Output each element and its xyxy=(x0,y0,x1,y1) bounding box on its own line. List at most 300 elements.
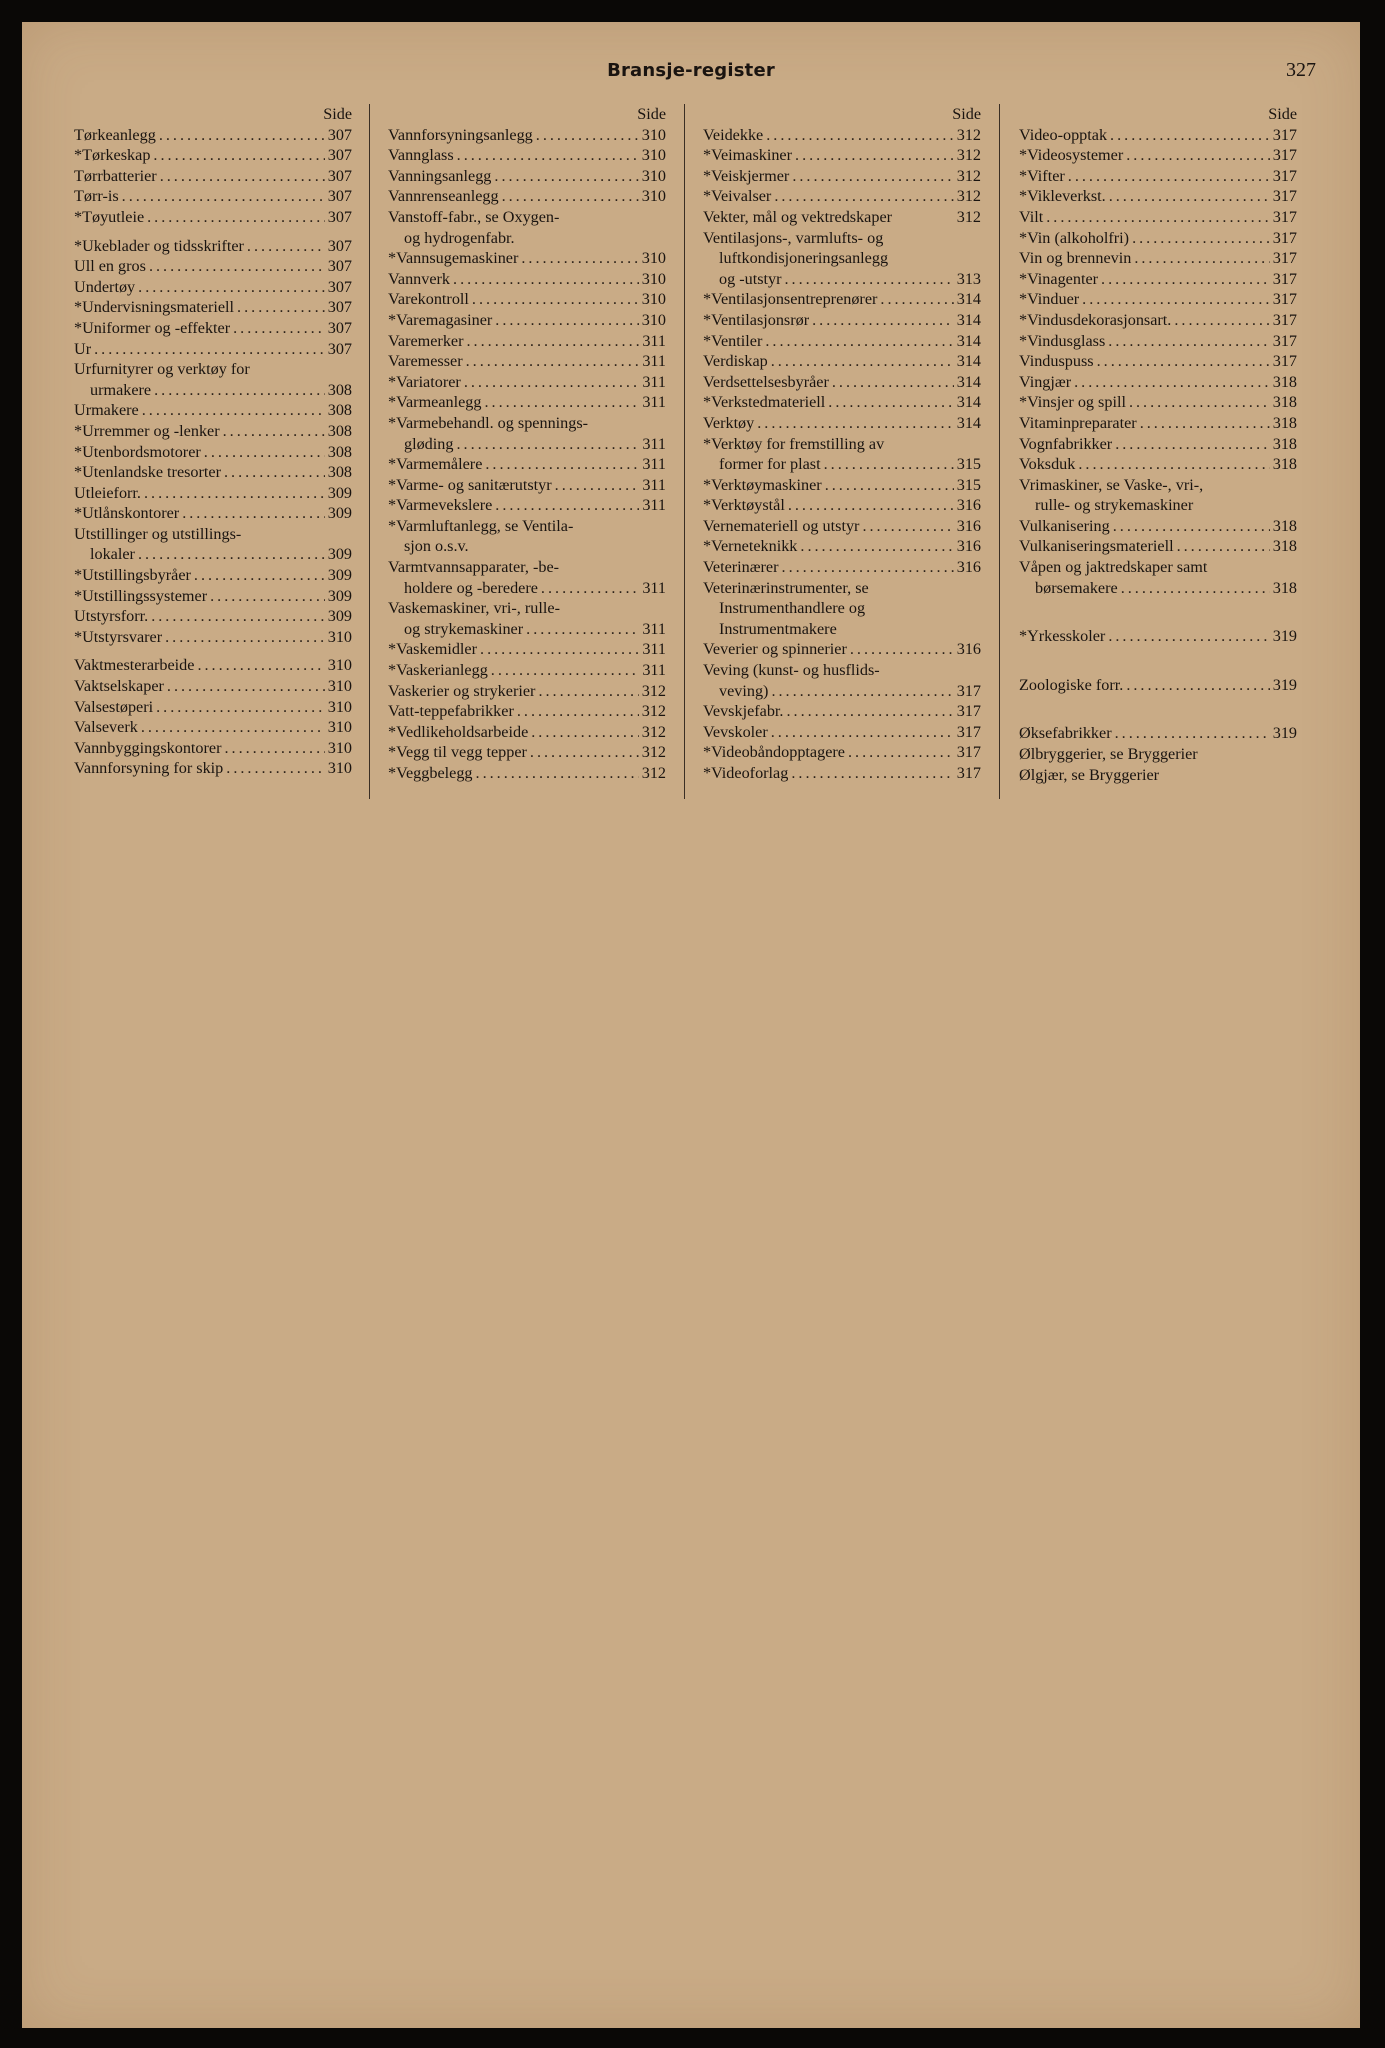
entry-page-number: 311 xyxy=(642,331,666,350)
index-entry xyxy=(74,186,352,207)
entry-name: Vannbyggingskontorer xyxy=(74,738,222,757)
entry-name: Ull en gros xyxy=(74,257,146,276)
entry-continuation xyxy=(703,619,981,640)
index-entry xyxy=(703,289,981,310)
entry-page-number: 307 xyxy=(327,236,352,255)
entry-page-number: 319 xyxy=(1272,627,1297,646)
index-entry xyxy=(703,660,981,701)
entry-name: Verktøy xyxy=(703,413,755,432)
dot-leader xyxy=(466,351,640,372)
dot-leader xyxy=(1134,248,1269,269)
index-entry xyxy=(703,557,981,578)
column-divider xyxy=(369,104,370,799)
entry-page-number: 308 xyxy=(327,442,352,461)
index-entry xyxy=(74,503,352,524)
entry-page-number: 318 xyxy=(1272,537,1297,556)
entry-line xyxy=(703,495,981,516)
entry-line xyxy=(74,442,352,463)
entry-line xyxy=(1019,331,1297,352)
dot-leader xyxy=(757,413,953,434)
dot-leader xyxy=(862,516,953,537)
dot-leader xyxy=(1097,351,1270,372)
entry-name: rulle- og strykemaskiner xyxy=(1035,496,1194,515)
entry-page-number: 308 xyxy=(327,401,352,420)
index-entry xyxy=(388,145,666,166)
entry-continuation xyxy=(703,269,981,290)
entry-line xyxy=(74,565,352,586)
entry-page-number: 311 xyxy=(642,619,666,638)
index-entry xyxy=(74,627,352,648)
entry-name: Vaskemaskiner, vri-, rulle- xyxy=(388,599,560,618)
dot-leader xyxy=(517,701,639,722)
entry-page-number: 313 xyxy=(956,269,981,288)
entry-line xyxy=(74,503,352,524)
entry-page-number: 312 xyxy=(641,702,666,721)
entry-name: luftkondisjoneringsanlegg xyxy=(719,249,889,268)
index-entry xyxy=(74,462,352,483)
entry-name: Verdsettelsesbyråer xyxy=(703,372,829,391)
dot-leader xyxy=(824,454,954,475)
entry-page-number: 312 xyxy=(641,764,666,782)
entry-name: og hydrogenfabr. xyxy=(404,228,515,247)
index-entry xyxy=(74,318,352,339)
index-entry xyxy=(388,372,666,393)
index-entry xyxy=(74,717,352,738)
dot-leader xyxy=(1108,331,1269,352)
index-entry xyxy=(1019,744,1297,765)
index-entry xyxy=(1019,248,1297,269)
entry-name: *Ventilasjonsrør xyxy=(703,310,810,329)
entry-line xyxy=(1019,228,1297,249)
entry-continuation xyxy=(1019,495,1297,516)
dot-leader xyxy=(151,606,325,627)
entry-name: sjon o.s.v. xyxy=(404,537,469,556)
entry-page-number: 317 xyxy=(1272,187,1297,206)
entry-name: Vinduspuss xyxy=(1019,352,1094,371)
entry-page-number: 307 xyxy=(327,298,352,317)
entry-page-number: 307 xyxy=(327,125,352,144)
index-entry xyxy=(1019,413,1297,434)
index-entry xyxy=(388,289,666,310)
entry-name: Urfurnityrer og verktøy for xyxy=(74,360,250,379)
entry-page-number: 310 xyxy=(641,187,666,206)
dot-leader xyxy=(141,717,325,738)
entry-name: Ventilasjons-, varmlufts- og xyxy=(703,228,884,247)
entry-line xyxy=(388,145,666,166)
index-entry xyxy=(388,331,666,352)
page-title: Bransje-register xyxy=(607,60,775,81)
index-entry xyxy=(703,495,981,516)
entry-name: Vanningsanlegg xyxy=(388,166,492,185)
entry-name: Veverier og spinnerier xyxy=(703,640,847,659)
entry-page-number: 317 xyxy=(956,764,981,782)
entry-page-number: 317 xyxy=(1272,146,1297,165)
entry-name: Vannglass xyxy=(388,146,454,165)
entry-page-number: 310 xyxy=(327,759,352,778)
index-entry xyxy=(703,639,981,660)
index-entry xyxy=(388,186,666,207)
entry-line xyxy=(1019,557,1297,578)
index-entry xyxy=(74,400,352,421)
dot-leader xyxy=(795,145,954,166)
entry-name: Veving (kunst- og husflids- xyxy=(703,661,880,680)
entry-line xyxy=(703,145,981,166)
index-entry xyxy=(1019,166,1297,187)
index-entry xyxy=(703,516,981,537)
dot-leader xyxy=(771,722,954,743)
dot-leader xyxy=(502,186,639,207)
entry-spacer xyxy=(1019,598,1297,626)
index-entry xyxy=(1019,475,1297,516)
entry-page-number: 307 xyxy=(327,187,352,206)
entry-page-number: 311 xyxy=(642,661,666,680)
entry-page-number: 309 xyxy=(327,545,352,564)
entry-line xyxy=(1019,626,1297,647)
entry-line xyxy=(1019,145,1297,166)
entry-page-number: 307 xyxy=(327,257,352,276)
dot-leader xyxy=(147,207,325,228)
index-entry xyxy=(74,676,352,697)
entry-name: Voksduk xyxy=(1019,455,1076,474)
entry-line xyxy=(1019,536,1297,557)
entry-page-number: 316 xyxy=(956,558,981,577)
entry-name: Våpen og jaktredskaper samt xyxy=(1019,558,1208,577)
entry-line xyxy=(703,660,981,681)
entry-name: *Veggbelegg xyxy=(388,764,473,782)
entry-page-number: 316 xyxy=(956,640,981,659)
index-entry xyxy=(388,722,666,743)
entry-line xyxy=(703,536,981,557)
entry-line xyxy=(74,186,352,207)
entry-page-number: 314 xyxy=(956,290,981,309)
dot-leader xyxy=(785,269,954,290)
entry-line xyxy=(703,351,981,372)
index-entry xyxy=(388,207,666,248)
dot-leader xyxy=(541,578,639,599)
entry-name: *Utlånskontorer xyxy=(74,504,180,523)
entry-page-number: 310 xyxy=(641,269,666,288)
index-entry xyxy=(1019,351,1297,372)
index-entry xyxy=(703,145,981,166)
side-column-header: Side xyxy=(637,105,666,123)
index-entry xyxy=(703,536,981,557)
entry-name: urmakere xyxy=(90,380,152,399)
index-entry xyxy=(1019,626,1297,647)
dot-leader xyxy=(491,660,640,681)
entry-line xyxy=(388,598,666,619)
index-entry xyxy=(703,413,981,434)
entry-name: Varmtvannsapparater, -be- xyxy=(388,558,560,577)
column-divider xyxy=(999,104,1000,799)
entry-page-number: 316 xyxy=(956,496,981,515)
dot-leader xyxy=(485,392,640,413)
index-entry xyxy=(703,722,981,743)
side-column-header: Side xyxy=(1268,105,1297,123)
entry-line xyxy=(1019,454,1297,475)
dot-leader xyxy=(555,475,640,496)
dot-leader xyxy=(832,372,954,393)
entry-line xyxy=(703,434,981,455)
entry-page-number: 317 xyxy=(1272,125,1297,144)
entry-name: Vatt-teppefabrikker xyxy=(388,702,514,721)
entry-name: *Ventiler xyxy=(703,331,763,350)
entry-line xyxy=(74,207,352,228)
entry-name: Ølbryggerier, se Bryggerier xyxy=(1019,745,1198,764)
entry-line xyxy=(1019,310,1297,331)
index-column-4 xyxy=(1019,104,1297,785)
entry-name: *Varmemålere xyxy=(388,455,483,474)
index-entry xyxy=(388,598,666,639)
entry-page-number: 317 xyxy=(1272,269,1297,288)
entry-name: *Varmevekslere xyxy=(388,496,493,515)
entry-name: Vevskjefabr. xyxy=(703,702,784,721)
entry-continuation xyxy=(388,536,666,557)
entry-line xyxy=(1019,765,1297,786)
entry-line xyxy=(74,236,352,257)
dot-leader xyxy=(1078,454,1269,475)
entry-line xyxy=(1019,351,1297,372)
dot-leader xyxy=(1074,372,1270,393)
entry-continuation xyxy=(1019,578,1297,599)
dot-leader xyxy=(138,277,325,298)
dot-leader xyxy=(782,557,954,578)
index-entry xyxy=(388,392,666,413)
index-entry xyxy=(703,434,981,475)
entry-name: *Vaskemidler xyxy=(388,640,478,659)
dot-leader xyxy=(1108,626,1269,647)
dot-leader xyxy=(1109,186,1270,207)
entry-line xyxy=(74,717,352,738)
entry-page-number: 310 xyxy=(327,677,352,696)
entry-line xyxy=(703,186,981,207)
index-entry xyxy=(74,256,352,277)
entry-line xyxy=(388,495,666,516)
entry-line xyxy=(703,701,981,722)
entry-name: Vulkaniseringsmateriell xyxy=(1019,537,1174,556)
index-entry xyxy=(1019,516,1297,537)
entry-name: Vulkanisering xyxy=(1019,516,1110,535)
entry-page-number: 312 xyxy=(956,187,981,206)
entry-page-number: 312 xyxy=(641,743,666,762)
index-entry xyxy=(74,442,352,463)
entry-line xyxy=(388,454,666,475)
entry-page-number: 317 xyxy=(956,743,981,762)
entry-name: gløding xyxy=(404,434,454,453)
page-number: 327 xyxy=(1286,59,1316,81)
entry-line xyxy=(388,310,666,331)
index-entry xyxy=(388,639,666,660)
index-entry xyxy=(74,524,352,565)
entry-line xyxy=(74,627,352,648)
index-entry xyxy=(74,207,352,228)
dot-leader xyxy=(495,495,639,516)
entry-name: *Verkstedmateriell xyxy=(703,393,826,412)
entry-line xyxy=(74,125,352,146)
index-entry xyxy=(1019,557,1297,598)
entry-line xyxy=(703,639,981,660)
entry-name: *Veimaskiner xyxy=(703,146,793,165)
entry-name: *Utstyrsvarer xyxy=(74,627,163,646)
index-entry xyxy=(703,125,981,146)
dot-leader xyxy=(464,372,640,393)
index-entry xyxy=(74,236,352,257)
index-entry xyxy=(74,339,352,360)
index-entry xyxy=(388,125,666,146)
entry-line xyxy=(1019,392,1297,413)
dot-leader xyxy=(848,742,954,763)
entry-line xyxy=(1019,723,1297,744)
entry-continuation xyxy=(703,454,981,475)
entry-name: *Vikleverkst. xyxy=(1019,187,1106,206)
entry-name: Ølgjær, se Bryggerier xyxy=(1019,765,1160,784)
entry-name: *Vinsjer og spill xyxy=(1019,393,1126,412)
entry-name: Vannrenseanlegg xyxy=(388,187,499,206)
entry-line xyxy=(388,557,666,578)
entry-page-number: 309 xyxy=(327,607,352,626)
entry-line xyxy=(74,524,352,545)
dot-leader xyxy=(1101,269,1270,290)
entry-page-number: 309 xyxy=(327,566,352,585)
entry-line xyxy=(388,166,666,187)
side-column-header: Side xyxy=(952,105,981,123)
entry-page-number: 310 xyxy=(641,146,666,165)
entry-line xyxy=(1019,289,1297,310)
entry-line xyxy=(703,742,981,763)
entry-line xyxy=(388,681,666,702)
entry-line xyxy=(703,166,981,187)
entry-name: lokaler xyxy=(90,545,135,564)
entry-line xyxy=(703,125,981,146)
entry-line xyxy=(703,372,981,393)
entry-line xyxy=(703,722,981,743)
dot-leader xyxy=(453,269,639,290)
entry-spacer xyxy=(74,228,352,236)
entry-page-number: 319 xyxy=(1272,675,1297,694)
entry-page-number: 318 xyxy=(1272,455,1297,474)
dot-leader xyxy=(530,742,639,763)
dot-leader xyxy=(765,331,953,352)
entry-page-number: 318 xyxy=(1272,434,1297,453)
entry-spacer xyxy=(1019,647,1297,675)
index-entry xyxy=(1019,207,1297,228)
entry-name: *Varmluftanlegg, se Ventila- xyxy=(388,516,574,535)
dot-leader xyxy=(1110,125,1270,146)
entry-continuation xyxy=(74,544,352,565)
entry-name: Instrumentmakere xyxy=(719,619,837,638)
dot-leader xyxy=(1129,392,1270,413)
entry-line xyxy=(74,318,352,339)
entry-page-number: 307 xyxy=(327,339,352,358)
entry-page-number: 311 xyxy=(642,578,666,597)
entry-name: Vannforsyning for skip xyxy=(74,759,224,778)
dot-leader xyxy=(1115,434,1270,455)
entry-name: *Undervisningsmateriell xyxy=(74,298,235,317)
entry-page-number: 312 xyxy=(956,166,981,185)
dot-leader xyxy=(223,421,325,442)
entry-line xyxy=(703,413,981,434)
entry-name: Varemerker xyxy=(388,331,464,350)
index-entry xyxy=(74,586,352,607)
index-entry xyxy=(1019,331,1297,352)
dot-leader xyxy=(456,434,639,455)
index-entry xyxy=(74,606,352,627)
side-column-header: Side xyxy=(323,105,352,123)
index-entry xyxy=(74,297,352,318)
index-entry xyxy=(388,166,666,187)
entry-line xyxy=(74,256,352,277)
entry-name: *Vindusglass xyxy=(1019,331,1106,350)
entry-name: *Utenlandske tresorter xyxy=(74,463,221,482)
entry-name: *Vindusdekorasjonsart. xyxy=(1019,310,1172,329)
entry-line xyxy=(1019,434,1297,455)
dot-leader xyxy=(494,166,638,187)
dot-leader xyxy=(480,639,639,660)
entry-page-number: 317 xyxy=(1272,207,1297,226)
entry-page-number: 319 xyxy=(1272,724,1297,743)
entry-continuation xyxy=(703,248,981,269)
index-entry xyxy=(703,475,981,496)
index-entry xyxy=(1019,228,1297,249)
dot-leader xyxy=(165,627,325,648)
dot-leader xyxy=(144,483,325,504)
entry-line xyxy=(74,697,352,718)
index-entry xyxy=(74,565,352,586)
entry-line xyxy=(1019,269,1297,290)
index-entry xyxy=(703,228,981,290)
dot-leader xyxy=(495,310,638,331)
entry-name: Vernemateriell og utstyr xyxy=(703,516,860,535)
index-entry xyxy=(1019,454,1297,475)
dot-leader xyxy=(526,619,639,640)
index-entry xyxy=(388,660,666,681)
entry-line xyxy=(703,578,981,599)
entry-page-number: 310 xyxy=(641,166,666,185)
entry-page-number: 307 xyxy=(327,166,352,185)
entry-name: *Uniformer og -effekter xyxy=(74,318,231,337)
entry-name: *Ukeblader og tidsskrifter xyxy=(74,236,244,255)
entry-line xyxy=(74,586,352,607)
entry-name: Utstyrsforr. xyxy=(74,607,149,626)
entry-page-number: 309 xyxy=(327,586,352,605)
index-entry xyxy=(388,351,666,372)
entry-name: Veterinærinstrumenter, se xyxy=(703,578,869,597)
entry-name: *Varme- og sanitærutstyr xyxy=(388,475,552,494)
dot-leader xyxy=(1113,516,1270,537)
entry-line xyxy=(74,145,352,166)
index-entry xyxy=(388,413,666,454)
index-entry xyxy=(388,248,666,269)
entry-page-number: 310 xyxy=(327,718,352,737)
index-entry xyxy=(703,186,981,207)
index-entry xyxy=(388,701,666,722)
entry-page-number: 314 xyxy=(956,352,981,371)
dot-leader xyxy=(149,256,325,277)
index-entry xyxy=(74,277,352,298)
dot-leader xyxy=(237,297,325,318)
dot-leader xyxy=(1126,675,1269,696)
entry-page-number: 312 xyxy=(956,146,981,165)
entry-name: Vilt xyxy=(1019,207,1044,226)
entry-page-number: 311 xyxy=(642,352,666,371)
entry-line xyxy=(703,310,981,331)
entry-line xyxy=(74,359,352,380)
entry-line xyxy=(1019,744,1297,765)
dot-leader xyxy=(476,763,639,784)
entry-line xyxy=(74,297,352,318)
dot-leader xyxy=(1068,166,1270,187)
entry-page-number: 314 xyxy=(956,413,981,432)
entry-name: *Videosystemer xyxy=(1019,146,1124,165)
